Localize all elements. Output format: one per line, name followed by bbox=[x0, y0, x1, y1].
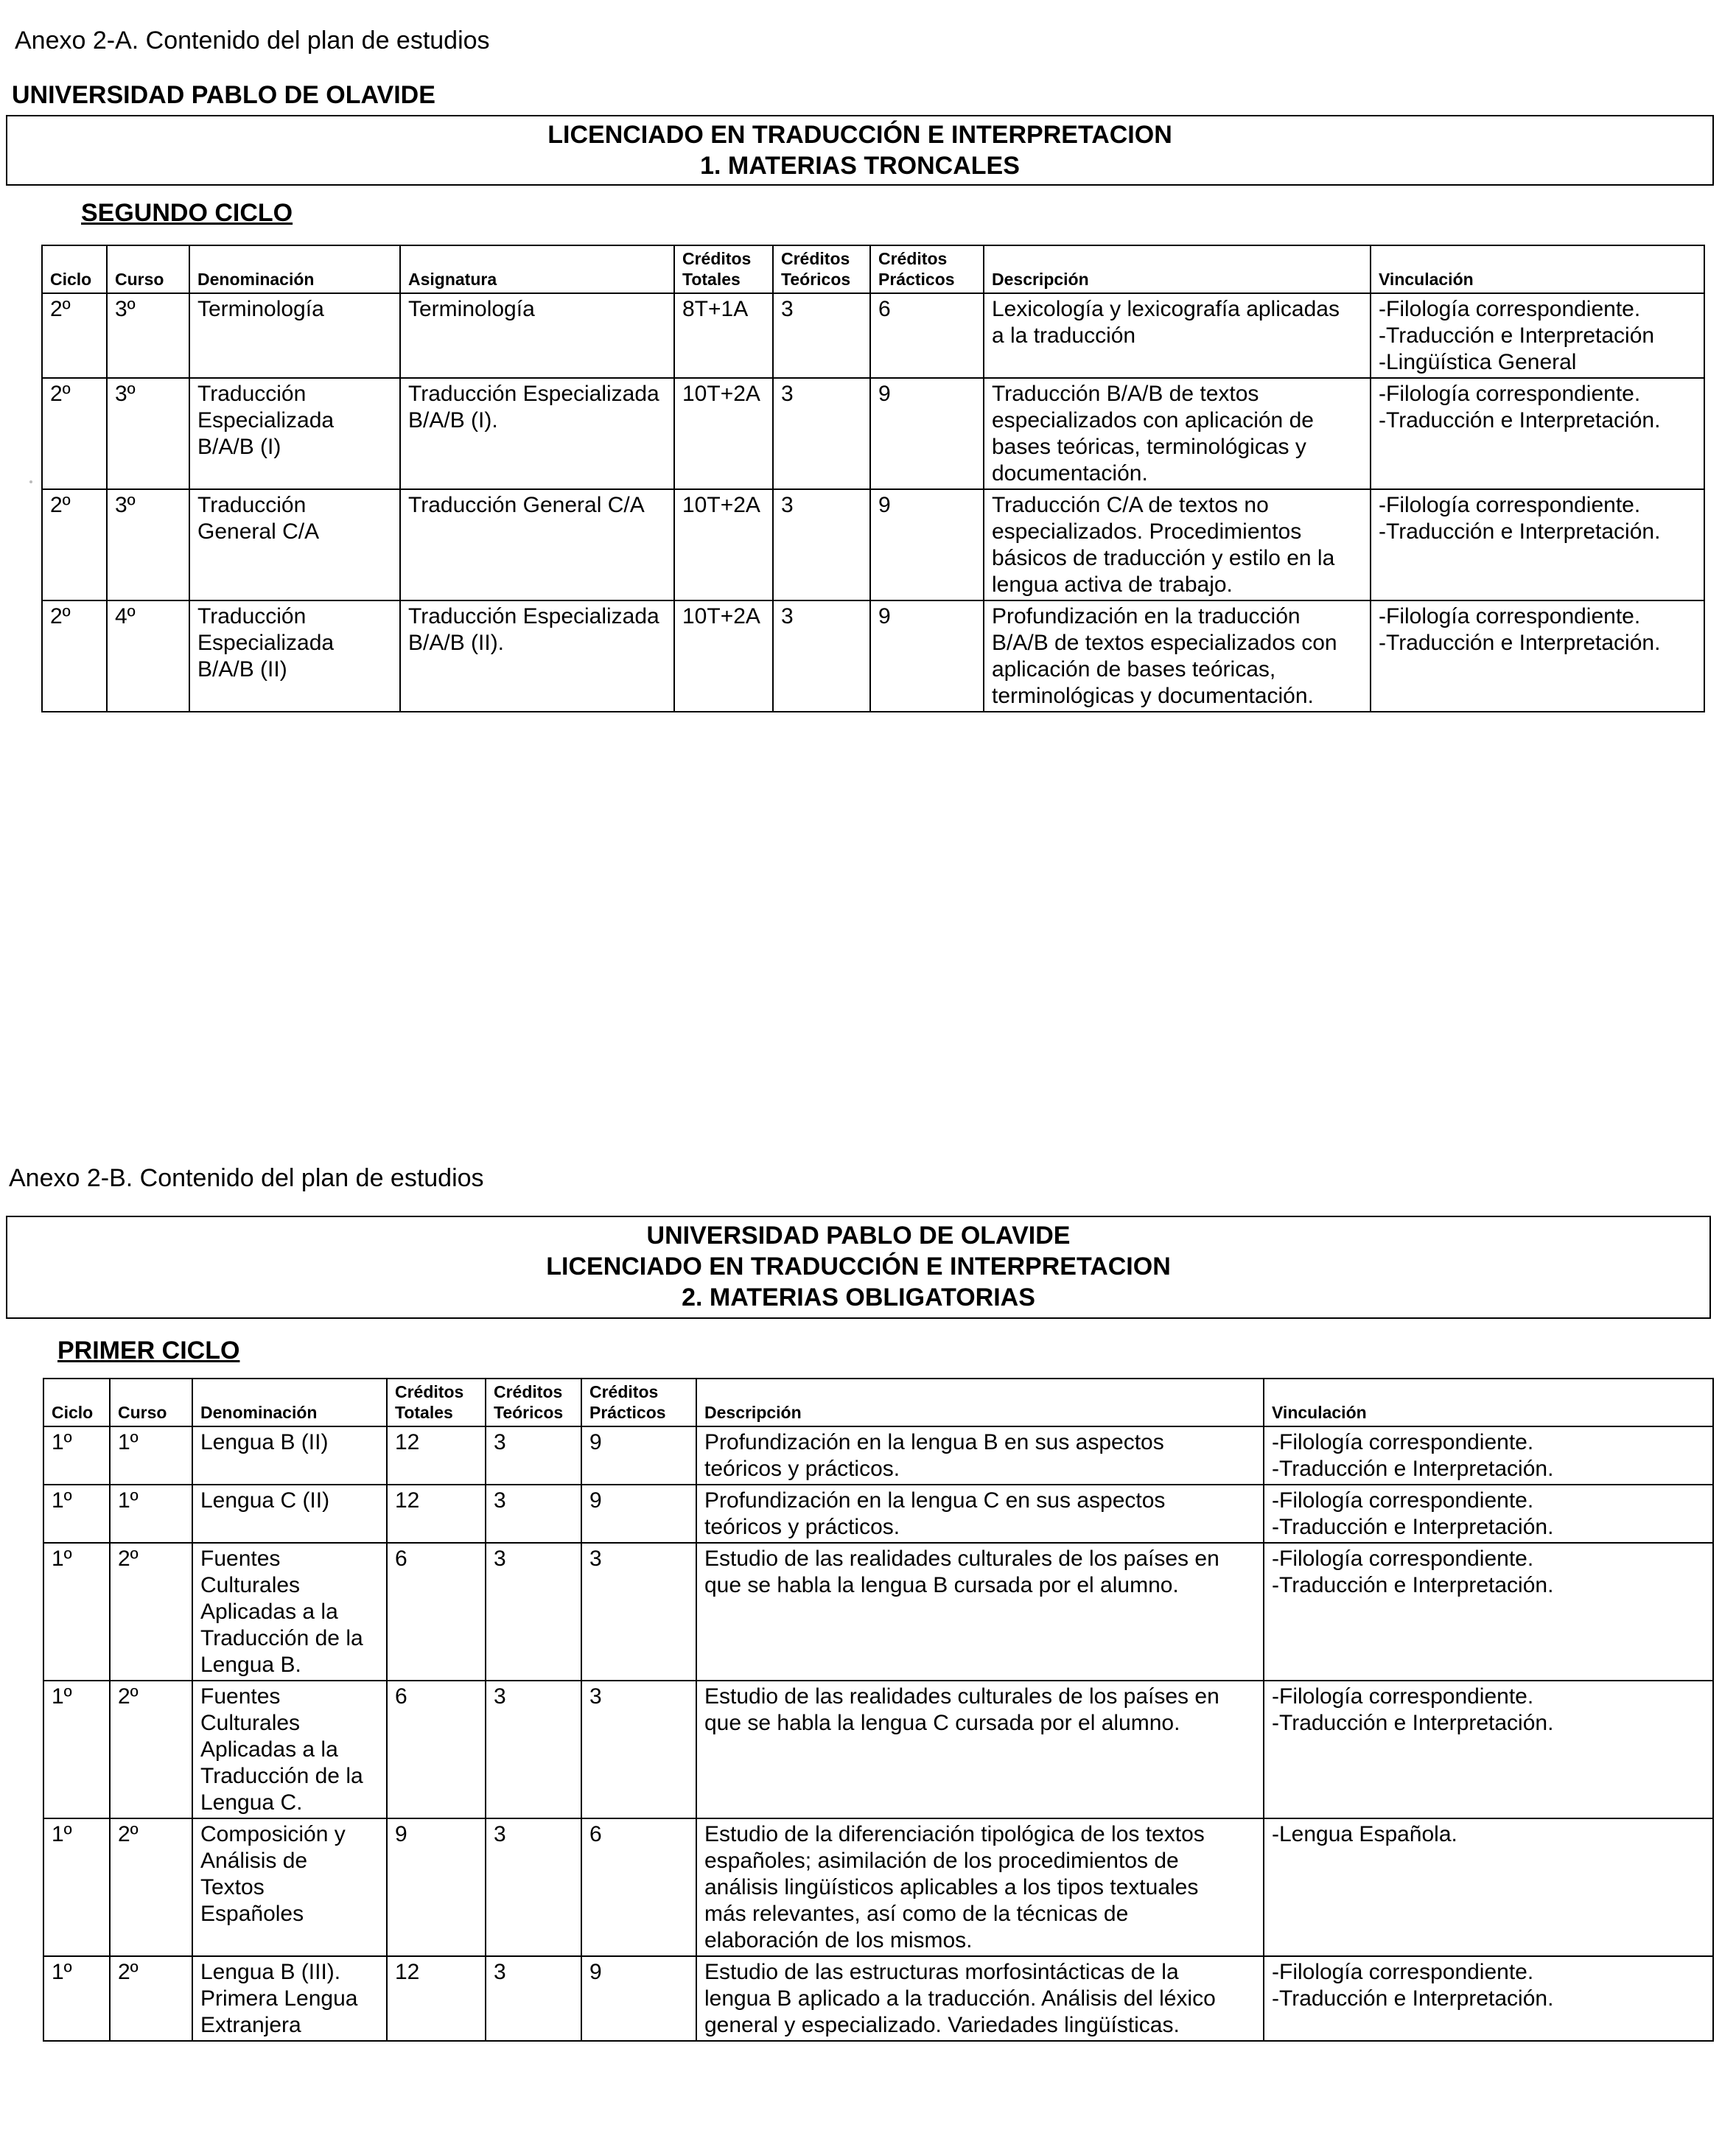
cell-vinculacion: -Lengua Española. bbox=[1264, 1818, 1713, 1956]
cell-curso: 3º bbox=[107, 489, 189, 600]
cell-creditos-totales: 10T+2A bbox=[674, 378, 773, 489]
cell-creditos-teoricos: 3 bbox=[773, 489, 870, 600]
cell-curso: 2º bbox=[110, 1681, 192, 1818]
col-header-totales: Créditos Totales bbox=[387, 1379, 486, 1426]
table-row bbox=[43, 1681, 1713, 1818]
cell-creditos-teoricos: 3 bbox=[486, 1956, 581, 2041]
cell-descripcion: Traducción B/A/B de textos especializados con aplicación de bases teóricas, terminológicas y documentación. bbox=[984, 378, 1371, 489]
cell-creditos-teoricos: 3 bbox=[486, 1426, 581, 1485]
cell-creditos-totales: 6 bbox=[387, 1543, 486, 1681]
cell-curso: 2º bbox=[110, 1956, 192, 2041]
cell-denominacion: Lengua B (II) bbox=[192, 1426, 387, 1485]
cell-creditos-totales: 12 bbox=[387, 1485, 486, 1543]
col-header-teoricos: Créditos Teóricos bbox=[773, 245, 870, 293]
cell-denominacion: Fuentes Culturales Aplicadas a la Traducción de la Lengua B. bbox=[192, 1543, 387, 1681]
title-box-a bbox=[6, 115, 1714, 186]
cell-ciclo: 1º bbox=[43, 1426, 110, 1485]
cell-ciclo: 2º bbox=[42, 600, 107, 712]
table-troncales bbox=[41, 245, 1705, 712]
annex-a-caption: Anexo 2-A. Contenido del plan de estudios bbox=[15, 27, 490, 55]
table-row bbox=[42, 293, 1704, 378]
cell-creditos-practicos: 3 bbox=[581, 1681, 696, 1818]
cell-creditos-practicos: 9 bbox=[870, 489, 984, 600]
cell-descripcion: Profundización en la lengua B en sus aspectos teóricos y prácticos. bbox=[696, 1426, 1264, 1485]
col-header-ciclo: Ciclo bbox=[43, 1379, 110, 1426]
cell-ciclo: 1º bbox=[43, 1956, 110, 2041]
cell-creditos-practicos: 9 bbox=[870, 378, 984, 489]
cell-asignatura: Traducción General C/A bbox=[400, 489, 674, 600]
cell-vinculacion: -Filología correspondiente. -Traducción e Interpretación. bbox=[1264, 1681, 1713, 1818]
cell-creditos-practicos: 9 bbox=[581, 1485, 696, 1543]
cell-creditos-totales: 12 bbox=[387, 1426, 486, 1485]
table-header-row bbox=[43, 1379, 1713, 1426]
cell-ciclo: 1º bbox=[43, 1681, 110, 1818]
cell-curso: 1º bbox=[110, 1485, 192, 1543]
table-row bbox=[43, 1426, 1713, 1485]
cell-denominacion: Terminología bbox=[189, 293, 400, 378]
col-header-totales: Créditos Totales bbox=[674, 245, 773, 293]
title-box-b bbox=[6, 1216, 1711, 1319]
cell-descripcion: Estudio de la diferenciación tipológica de los textos españoles; asimilación de los procedimientos de análisis lingüísticos aplicables a los tipos textuales más relevantes, así como de la técnicas de elaboración de los mismos. bbox=[696, 1818, 1264, 1956]
cell-denominacion: Composición y Análisis de Textos Españoles bbox=[192, 1818, 387, 1956]
cell-creditos-totales: 9 bbox=[387, 1818, 486, 1956]
cell-descripcion: Profundización en la traducción B/A/B de textos especializados con aplicación de bases teóricas, terminológicas y documentación. bbox=[984, 600, 1371, 712]
cell-curso: 3º bbox=[107, 378, 189, 489]
cell-denominacion: Lengua B (III). Primera Lengua Extranjera bbox=[192, 1956, 387, 2041]
col-header-curso: Curso bbox=[107, 245, 189, 293]
col-header-practicos: Créditos Prácticos bbox=[870, 245, 984, 293]
cell-creditos-totales: 10T+2A bbox=[674, 489, 773, 600]
annex-b-caption: Anexo 2-B. Contenido del plan de estudios bbox=[9, 1164, 484, 1192]
cell-creditos-teoricos: 3 bbox=[486, 1818, 581, 1956]
cycle-label-b: PRIMER CICLO bbox=[57, 1337, 240, 1365]
cell-creditos-teoricos: 3 bbox=[486, 1681, 581, 1818]
table-row bbox=[42, 600, 1704, 712]
cell-creditos-practicos: 6 bbox=[581, 1818, 696, 1956]
cell-creditos-teoricos: 3 bbox=[486, 1485, 581, 1543]
cell-asignatura: Traducción Especializada B/A/B (I). bbox=[400, 378, 674, 489]
table-header-row bbox=[42, 245, 1704, 293]
cell-vinculacion: -Filología correspondiente. -Traducción e Interpretación. bbox=[1371, 600, 1704, 712]
cell-denominacion: Fuentes Culturales Aplicadas a la Traducción de la Lengua C. bbox=[192, 1681, 387, 1818]
col-header-vinculacion: Vinculación bbox=[1371, 245, 1704, 293]
cell-ciclo: 1º bbox=[43, 1485, 110, 1543]
cell-descripcion: Profundización en la lengua C en sus aspectos teóricos y prácticos. bbox=[696, 1485, 1264, 1543]
table-row bbox=[43, 1543, 1713, 1681]
cell-asignatura: Traducción Especializada B/A/B (II). bbox=[400, 600, 674, 712]
cell-ciclo: 1º bbox=[43, 1543, 110, 1681]
cell-creditos-teoricos: 3 bbox=[773, 378, 870, 489]
cell-vinculacion: -Filología correspondiente. -Traducción e Interpretación. bbox=[1371, 378, 1704, 489]
degree-title-a: LICENCIADO EN TRADUCCIÓN E INTERPRETACION bbox=[547, 121, 1172, 149]
cell-creditos-practicos: 3 bbox=[581, 1543, 696, 1681]
cell-denominacion: Traducción General C/A bbox=[189, 489, 400, 600]
cell-creditos-practicos: 9 bbox=[870, 600, 984, 712]
cell-creditos-teoricos: 3 bbox=[773, 293, 870, 378]
cell-ciclo: 2º bbox=[42, 293, 107, 378]
cell-curso: 3º bbox=[107, 293, 189, 378]
cell-curso: 1º bbox=[110, 1426, 192, 1485]
cell-curso: 2º bbox=[110, 1543, 192, 1681]
table-row bbox=[43, 1956, 1713, 2041]
scan-mark bbox=[29, 480, 32, 483]
col-header-curso: Curso bbox=[110, 1379, 192, 1426]
subject-type-title-b: 2. MATERIAS OBLIGATORIAS bbox=[682, 1283, 1035, 1311]
cell-creditos-teoricos: 3 bbox=[773, 600, 870, 712]
cell-denominacion: Traducción Especializada B/A/B (I) bbox=[189, 378, 400, 489]
col-header-denominacion: Denominación bbox=[189, 245, 400, 293]
cell-asignatura: Terminología bbox=[400, 293, 674, 378]
cell-vinculacion: -Filología correspondiente. -Traducción e Interpretación. bbox=[1264, 1485, 1713, 1543]
cell-creditos-totales: 12 bbox=[387, 1956, 486, 2041]
table-row bbox=[43, 1485, 1713, 1543]
col-header-practicos: Créditos Prácticos bbox=[581, 1379, 696, 1426]
degree-title-b: LICENCIADO EN TRADUCCIÓN E INTERPRETACION bbox=[546, 1253, 1171, 1281]
cell-creditos-totales: 10T+2A bbox=[674, 600, 773, 712]
table-row bbox=[42, 378, 1704, 489]
col-header-descripcion: Descripción bbox=[696, 1379, 1264, 1426]
cell-vinculacion: -Filología correspondiente. -Traducción e Interpretación. bbox=[1264, 1543, 1713, 1681]
cell-denominacion: Lengua C (II) bbox=[192, 1485, 387, 1543]
cell-descripcion: Estudio de las realidades culturales de los países en que se habla la lengua B cursada por el alumno. bbox=[696, 1543, 1264, 1681]
col-header-descripcion: Descripción bbox=[984, 245, 1371, 293]
cell-creditos-teoricos: 3 bbox=[486, 1543, 581, 1681]
cell-curso: 4º bbox=[107, 600, 189, 712]
cell-ciclo: 2º bbox=[42, 489, 107, 600]
cell-descripcion: Estudio de las estructuras morfosintácticas de la lengua B aplicado a la traducción. Análisis del léxico general y especializado. Variedades lingüísticas. bbox=[696, 1956, 1264, 2041]
cell-vinculacion: -Filología correspondiente. -Traducción e Interpretación. bbox=[1371, 489, 1704, 600]
university-name-a: UNIVERSIDAD PABLO DE OLAVIDE bbox=[12, 81, 435, 109]
cycle-label-a: SEGUNDO CICLO bbox=[81, 199, 293, 227]
table-row bbox=[42, 489, 1704, 600]
col-header-vinculacion: Vinculación bbox=[1264, 1379, 1713, 1426]
table-row bbox=[43, 1818, 1713, 1956]
col-header-teoricos: Créditos Teóricos bbox=[486, 1379, 581, 1426]
cell-creditos-practicos: 6 bbox=[870, 293, 984, 378]
cell-vinculacion: -Filología correspondiente. -Traducción e Interpretación. bbox=[1264, 1426, 1713, 1485]
col-header-denominacion: Denominación bbox=[192, 1379, 387, 1426]
cell-creditos-practicos: 9 bbox=[581, 1956, 696, 2041]
cell-ciclo: 1º bbox=[43, 1818, 110, 1956]
col-header-ciclo: Ciclo bbox=[42, 245, 107, 293]
cell-creditos-totales: 8T+1A bbox=[674, 293, 773, 378]
cell-denominacion: Traducción Especializada B/A/B (II) bbox=[189, 600, 400, 712]
cell-curso: 2º bbox=[110, 1818, 192, 1956]
col-header-asignatura: Asignatura bbox=[400, 245, 674, 293]
cell-descripcion: Traducción C/A de textos no especializados. Procedimientos básicos de traducción y estilo en la lengua activa de trabajo. bbox=[984, 489, 1371, 600]
cell-descripcion: Estudio de las realidades culturales de los países en que se habla la lengua C cursada por el alumno. bbox=[696, 1681, 1264, 1818]
university-name-b: UNIVERSIDAD PABLO DE OLAVIDE bbox=[646, 1222, 1071, 1250]
cell-creditos-totales: 6 bbox=[387, 1681, 486, 1818]
cell-vinculacion: -Filología correspondiente. -Traducción e Interpretación. bbox=[1264, 1956, 1713, 2041]
cell-vinculacion: -Filología correspondiente. -Traducción e Interpretación -Lingüística General bbox=[1371, 293, 1704, 378]
cell-creditos-practicos: 9 bbox=[581, 1426, 696, 1485]
cell-ciclo: 2º bbox=[42, 378, 107, 489]
cell-descripcion: Lexicología y lexicografía aplicadas a la traducción bbox=[984, 293, 1371, 378]
table-obligatorias bbox=[43, 1378, 1714, 2042]
subject-type-title-a: 1. MATERIAS TRONCALES bbox=[700, 152, 1020, 180]
